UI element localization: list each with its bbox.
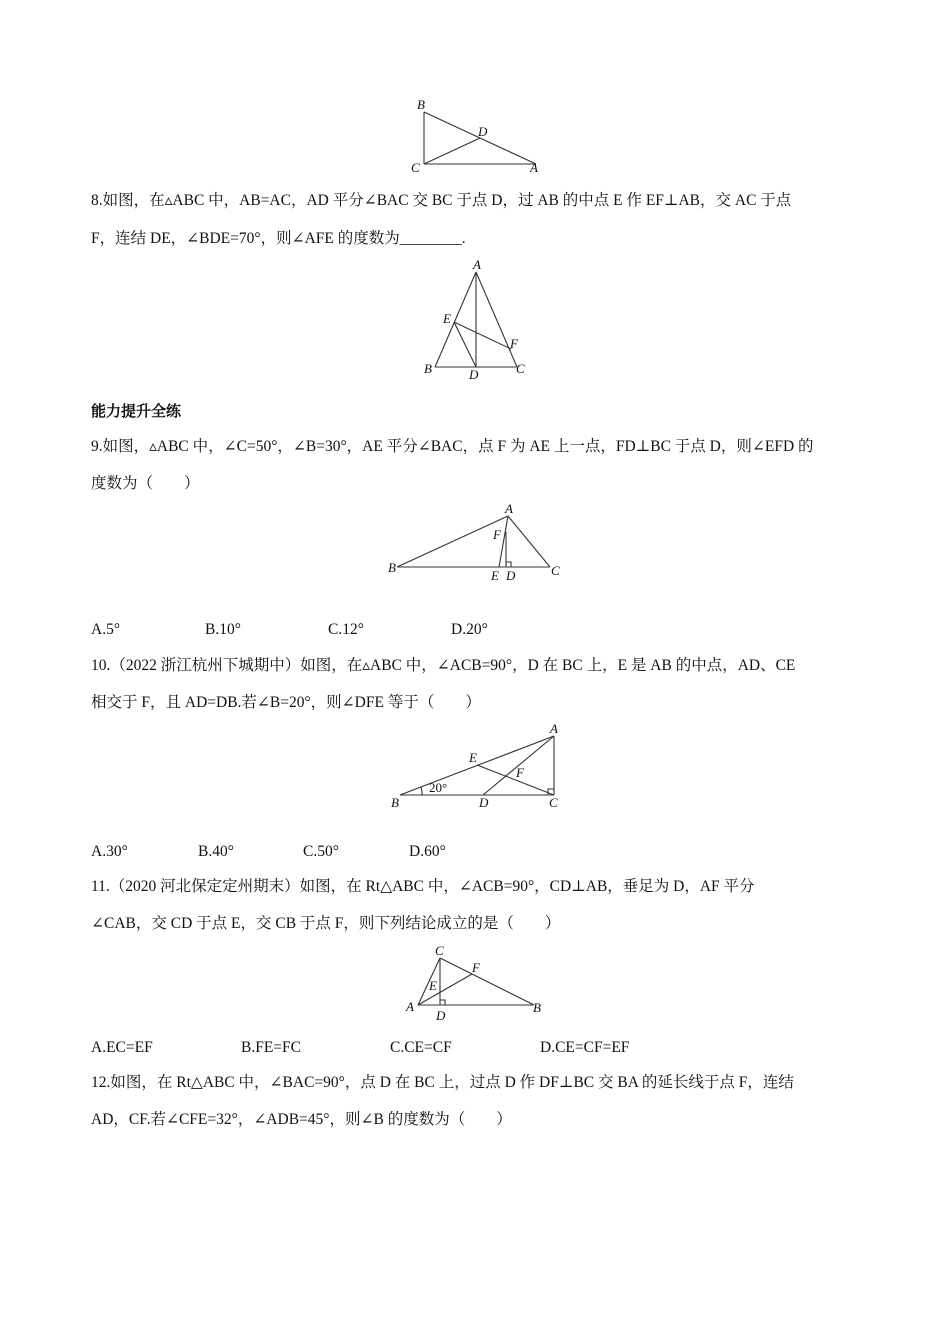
q9-option-d[interactable]: D.20° (451, 621, 488, 638)
label-a: A (473, 257, 481, 272)
label-d: D (436, 1008, 446, 1023)
section-title: 能力提升全练 (91, 402, 182, 420)
q8-line-2: F，连结 DE，∠BDE=70°，则∠AFE 的度数为________. (91, 230, 466, 247)
q11-option-c[interactable]: C.CE=CF (390, 1039, 452, 1056)
q9-option-c[interactable]: C.12° (328, 621, 364, 638)
label-c: C (549, 795, 558, 810)
q11-line-1: 11.（2020 河北保定定州期末）如图，在 Rt△ABC 中，∠ACB=90°，CD⊥AB，垂足为 D，AF 平分 (91, 878, 755, 895)
figure-q10 (385, 720, 570, 815)
label-a: A (550, 721, 558, 736)
q10-option-d[interactable]: D.60° (409, 843, 446, 860)
label-f: F (510, 336, 518, 351)
label-e: E (443, 311, 451, 326)
q12-line-1: 12.如图，在 Rt△ABC 中，∠BAC=90°，点 D 在 BC 上，过点 D 作 DF⊥BC 交 BA 的延长线于点 F，连结 (91, 1074, 794, 1091)
label-c: C (551, 563, 560, 578)
q11-line-2: ∠CAB，交 CD 于点 E，交 CB 于点 F，则下列结论成立的是（ ） (91, 915, 561, 932)
label-b: B (388, 560, 396, 575)
label-e: E (469, 750, 477, 765)
q11-option-a[interactable]: A.EC=EF (91, 1039, 153, 1056)
q10-line-1: 10.（2022 浙江杭州下城期中）如图，在▵ABC 中，∠ACB=90°，D 在 BC 上，E 是 AB 的中点，AD、CE (91, 657, 796, 674)
q10-option-a[interactable]: A.30° (91, 843, 128, 860)
q9-option-a[interactable]: A.5° (91, 621, 121, 638)
figure-q8 (420, 255, 540, 385)
label-c: C (516, 361, 525, 376)
label-e: E (491, 568, 499, 583)
label-f: F (472, 960, 480, 975)
q9-line-2: 度数为（ ） (91, 475, 200, 492)
figure-q7 (400, 92, 560, 182)
q10-line-2: 相交于 F，且 AD=DB.若∠B=20°，则∠DFE 等于（ ） (91, 694, 481, 711)
label-f: F (516, 765, 524, 780)
label-c: C (411, 160, 420, 175)
label-c: C (435, 943, 444, 958)
q11-option-d[interactable]: D.CE=CF=EF (540, 1039, 630, 1056)
label-a: A (505, 501, 513, 516)
q10-option-b[interactable]: B.40° (198, 843, 234, 860)
figure-q11 (400, 940, 550, 1025)
q9-line-1: 9.如图，▵ABC 中，∠C=50°，∠B=30°，AE 平分∠BAC，点 F 为 AE 上一点，FD⊥BC 于点 D，则∠EFD 的 (91, 438, 814, 455)
label-b: B (533, 1000, 541, 1015)
label-b: B (424, 361, 432, 376)
q12-line-2: AD，CF.若∠CFE=32°，∠ADB=45°，则∠B 的度数为（ ） (91, 1111, 512, 1128)
label-angle-20: 20° (429, 780, 448, 795)
q10-option-c[interactable]: C.50° (303, 843, 339, 860)
label-e: E (429, 978, 437, 993)
label-b: B (391, 795, 399, 810)
q8-line-1: 8.如图，在▵ABC 中，AB=AC，AD 平分∠BAC 交 BC 于点 D，过 AB 的中点 E 作 EF⊥AB，交 AC 于点 (91, 192, 792, 209)
label-d: D (469, 367, 479, 382)
label-d: D (506, 568, 516, 583)
label-a: A (406, 999, 414, 1014)
q11-option-b[interactable]: B.FE=FC (241, 1039, 302, 1056)
label-a: A (530, 160, 538, 175)
q9-option-b[interactable]: B.10° (205, 621, 241, 638)
label-d: D (478, 124, 488, 139)
label-b: B (417, 97, 425, 112)
label-f: F (493, 527, 501, 542)
figure-q9 (385, 498, 575, 588)
label-d: D (479, 795, 489, 810)
